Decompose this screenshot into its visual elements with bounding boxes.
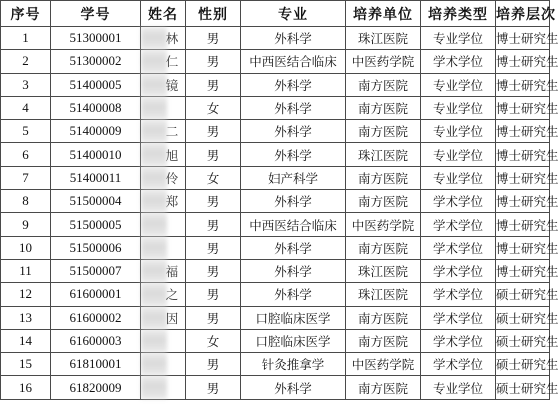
cell-training-level: 博士研究生 bbox=[496, 120, 550, 143]
cell-training-unit: 南方医院 bbox=[346, 73, 421, 96]
cell-index: 3 bbox=[1, 73, 51, 96]
table-row bbox=[1, 96, 550, 119]
cell-gender: 男 bbox=[186, 190, 241, 213]
cell-student-id: 51300001 bbox=[51, 27, 141, 50]
cell-index: 7 bbox=[1, 166, 51, 189]
cell-major: 妇产科学 bbox=[241, 166, 346, 189]
table-row bbox=[1, 329, 550, 352]
redaction-blur bbox=[141, 376, 167, 398]
cell-major: 口腔临床医学 bbox=[241, 329, 346, 352]
cell-student-id: 61810001 bbox=[51, 353, 141, 376]
redaction-blur bbox=[141, 307, 167, 329]
name-fragment: 镜 bbox=[165, 77, 179, 93]
table-row bbox=[1, 27, 550, 50]
cell-training-unit: 南方医院 bbox=[346, 120, 421, 143]
name-fragment: 二 bbox=[165, 124, 179, 140]
header-training-type: 培养类型 bbox=[421, 1, 496, 27]
cell-gender: 女 bbox=[186, 96, 241, 119]
cell-student-id: 51300002 bbox=[51, 50, 141, 73]
table-row bbox=[1, 236, 550, 259]
cell-training-type: 专业学位 bbox=[421, 120, 496, 143]
table-header bbox=[1, 1, 556, 27]
cell-training-level: 博士研究生 bbox=[496, 50, 550, 73]
cell-training-unit: 中医药学院 bbox=[346, 50, 421, 73]
cell-index: 10 bbox=[1, 236, 51, 259]
cell-training-unit: 珠江医院 bbox=[346, 259, 421, 282]
cell-index: 14 bbox=[1, 329, 51, 352]
table-row bbox=[1, 213, 550, 236]
cell-training-unit: 珠江医院 bbox=[346, 283, 421, 306]
redaction-blur bbox=[141, 237, 167, 259]
cell-training-type: 学术学位 bbox=[421, 306, 496, 329]
cell-gender: 女 bbox=[186, 166, 241, 189]
redaction-blur bbox=[141, 27, 167, 49]
cell-gender: 男 bbox=[186, 236, 241, 259]
header-gender: 性别 bbox=[186, 1, 241, 27]
cell-training-unit: 中医药学院 bbox=[346, 213, 421, 236]
cell-index: 11 bbox=[1, 259, 51, 282]
cell-name bbox=[141, 166, 186, 189]
cell-gender: 男 bbox=[186, 50, 241, 73]
cell-student-id: 51400010 bbox=[51, 143, 141, 166]
redaction-blur bbox=[141, 213, 167, 235]
cell-student-id: 51500006 bbox=[51, 236, 141, 259]
cell-student-id: 61820009 bbox=[51, 376, 141, 399]
cell-student-id: 51500004 bbox=[51, 190, 141, 213]
cell-training-type: 学术学位 bbox=[421, 190, 496, 213]
cell-index: 16 bbox=[1, 376, 51, 399]
cell-student-id: 51400011 bbox=[51, 166, 141, 189]
table-row bbox=[1, 259, 550, 282]
cell-name bbox=[141, 213, 186, 236]
table-row bbox=[1, 50, 550, 73]
cell-index: 13 bbox=[1, 306, 51, 329]
name-fragment: 林 bbox=[165, 31, 179, 47]
name-fragment: 仁 bbox=[165, 54, 179, 70]
cell-gender: 男 bbox=[186, 376, 241, 399]
cell-name bbox=[141, 27, 186, 50]
cell-student-id: 51500005 bbox=[51, 213, 141, 236]
cell-training-level: 硕士研究生 bbox=[496, 329, 550, 352]
cell-major: 外科学 bbox=[241, 376, 346, 399]
cell-index: 8 bbox=[1, 190, 51, 213]
cell-name bbox=[141, 50, 186, 73]
cell-training-type: 专业学位 bbox=[421, 376, 496, 399]
name-fragment: 福 bbox=[165, 264, 179, 280]
cell-training-unit: 南方医院 bbox=[346, 376, 421, 399]
cell-name bbox=[141, 353, 186, 376]
redaction-blur bbox=[141, 283, 167, 305]
redaction-blur bbox=[141, 97, 167, 119]
cell-gender: 男 bbox=[186, 306, 241, 329]
header-student-id: 学号 bbox=[51, 1, 141, 27]
cell-index: 12 bbox=[1, 283, 51, 306]
redaction-blur bbox=[141, 120, 167, 142]
cell-training-type: 学术学位 bbox=[421, 236, 496, 259]
cell-index: 9 bbox=[1, 213, 51, 236]
table-row bbox=[1, 353, 550, 376]
table-row bbox=[1, 376, 550, 399]
cell-gender: 男 bbox=[186, 283, 241, 306]
redaction-blur bbox=[141, 260, 167, 282]
cell-training-type: 学术学位 bbox=[421, 259, 496, 282]
cell-training-unit: 南方医院 bbox=[346, 236, 421, 259]
cell-student-id: 51400009 bbox=[51, 120, 141, 143]
header-training-unit: 培养单位 bbox=[346, 1, 421, 27]
cell-index: 2 bbox=[1, 50, 51, 73]
cell-gender: 男 bbox=[186, 120, 241, 143]
cell-gender: 男 bbox=[186, 73, 241, 96]
cell-major: 外科学 bbox=[241, 283, 346, 306]
cell-training-type: 专业学位 bbox=[421, 27, 496, 50]
header-name: 姓名 bbox=[141, 1, 186, 27]
cell-training-level: 博士研究生 bbox=[496, 259, 550, 282]
redaction-blur bbox=[141, 330, 167, 352]
table-row bbox=[1, 283, 550, 306]
cell-student-id: 51500007 bbox=[51, 259, 141, 282]
cell-name bbox=[141, 306, 186, 329]
cell-student-id: 61600003 bbox=[51, 329, 141, 352]
cell-training-type: 学术学位 bbox=[421, 213, 496, 236]
cell-name bbox=[141, 143, 186, 166]
cell-training-level: 硕士研究生 bbox=[496, 306, 550, 329]
name-fragment: 伶 bbox=[165, 170, 179, 186]
header-index: 序号 bbox=[1, 1, 51, 27]
redaction-blur bbox=[141, 50, 167, 72]
cell-name bbox=[141, 96, 186, 119]
cell-training-level: 博士研究生 bbox=[496, 96, 550, 119]
cell-gender: 男 bbox=[186, 259, 241, 282]
cell-gender: 男 bbox=[186, 27, 241, 50]
cell-major: 外科学 bbox=[241, 236, 346, 259]
cell-training-level: 硕士研究生 bbox=[496, 353, 550, 376]
cell-name bbox=[141, 329, 186, 352]
cell-name bbox=[141, 259, 186, 282]
cell-index: 15 bbox=[1, 353, 51, 376]
cell-training-type: 学术学位 bbox=[421, 50, 496, 73]
header-major: 专业 bbox=[241, 1, 346, 27]
cell-training-unit: 南方医院 bbox=[346, 306, 421, 329]
cell-training-unit: 珠江医院 bbox=[346, 27, 421, 50]
cell-training-type: 学术学位 bbox=[421, 283, 496, 306]
cell-major: 外科学 bbox=[241, 259, 346, 282]
redaction-blur bbox=[141, 167, 167, 189]
cell-name bbox=[141, 73, 186, 96]
cell-training-unit: 南方医院 bbox=[346, 329, 421, 352]
cell-training-unit: 南方医院 bbox=[346, 190, 421, 213]
cell-training-type: 学术学位 bbox=[421, 353, 496, 376]
cell-training-level: 博士研究生 bbox=[496, 213, 550, 236]
cell-index: 5 bbox=[1, 120, 51, 143]
cell-major: 外科学 bbox=[241, 27, 346, 50]
cell-training-level: 博士研究生 bbox=[496, 236, 550, 259]
cell-student-id: 61600001 bbox=[51, 283, 141, 306]
cell-training-level: 硕士研究生 bbox=[496, 376, 550, 399]
cell-major: 针灸推拿学 bbox=[241, 353, 346, 376]
cell-training-unit: 南方医院 bbox=[346, 166, 421, 189]
table-row bbox=[1, 143, 550, 166]
cell-training-level: 博士研究生 bbox=[496, 73, 550, 96]
cell-index: 4 bbox=[1, 96, 51, 119]
cell-training-level: 博士研究生 bbox=[496, 27, 550, 50]
table-row bbox=[1, 120, 550, 143]
cell-name bbox=[141, 283, 186, 306]
redaction-blur bbox=[141, 190, 167, 212]
cell-major: 外科学 bbox=[241, 96, 346, 119]
cell-gender: 男 bbox=[186, 213, 241, 236]
cell-training-type: 专业学位 bbox=[421, 143, 496, 166]
cell-index: 1 bbox=[1, 27, 51, 50]
cell-major: 外科学 bbox=[241, 73, 346, 96]
cell-major: 中西医结合临床 bbox=[241, 213, 346, 236]
header-training-level: 培养层次 bbox=[496, 1, 550, 27]
cell-training-level: 博士研究生 bbox=[496, 166, 550, 189]
cell-name bbox=[141, 120, 186, 143]
table-row bbox=[1, 166, 550, 189]
table-row bbox=[1, 306, 550, 329]
cell-training-type: 专业学位 bbox=[421, 96, 496, 119]
name-fragment: 之 bbox=[165, 287, 179, 303]
cell-student-id: 61600002 bbox=[51, 306, 141, 329]
cell-major: 外科学 bbox=[241, 143, 346, 166]
cell-training-type: 学术学位 bbox=[421, 329, 496, 352]
cell-student-id: 51400005 bbox=[51, 73, 141, 96]
cell-training-type: 专业学位 bbox=[421, 166, 496, 189]
cell-name bbox=[141, 376, 186, 399]
cell-name bbox=[141, 190, 186, 213]
cell-student-id: 51400008 bbox=[51, 96, 141, 119]
cell-training-unit: 珠江医院 bbox=[346, 143, 421, 166]
table-row bbox=[1, 190, 550, 213]
cell-gender: 男 bbox=[186, 143, 241, 166]
table-row bbox=[1, 73, 550, 96]
header-row bbox=[1, 1, 550, 27]
table-body bbox=[1, 27, 559, 400]
cell-training-type: 专业学位 bbox=[421, 73, 496, 96]
cell-training-level: 硕士研究生 bbox=[496, 283, 550, 306]
cell-gender: 男 bbox=[186, 353, 241, 376]
redaction-blur bbox=[141, 74, 167, 96]
redaction-blur bbox=[141, 143, 167, 165]
cell-major: 外科学 bbox=[241, 190, 346, 213]
name-fragment: 郑 bbox=[165, 194, 179, 210]
cell-major: 外科学 bbox=[241, 120, 346, 143]
cell-major: 口腔临床医学 bbox=[241, 306, 346, 329]
cell-gender: 女 bbox=[186, 329, 241, 352]
cell-training-level: 博士研究生 bbox=[496, 190, 550, 213]
name-fragment: 旭 bbox=[165, 147, 179, 163]
cell-training-level: 博士研究生 bbox=[496, 143, 550, 166]
cell-training-unit: 中医药学院 bbox=[346, 353, 421, 376]
cell-index: 6 bbox=[1, 143, 51, 166]
cell-training-unit: 南方医院 bbox=[346, 96, 421, 119]
cell-major: 中西医结合临床 bbox=[241, 50, 346, 73]
cell-name bbox=[141, 236, 186, 259]
redaction-blur bbox=[141, 353, 167, 375]
name-fragment: 因 bbox=[165, 310, 179, 326]
